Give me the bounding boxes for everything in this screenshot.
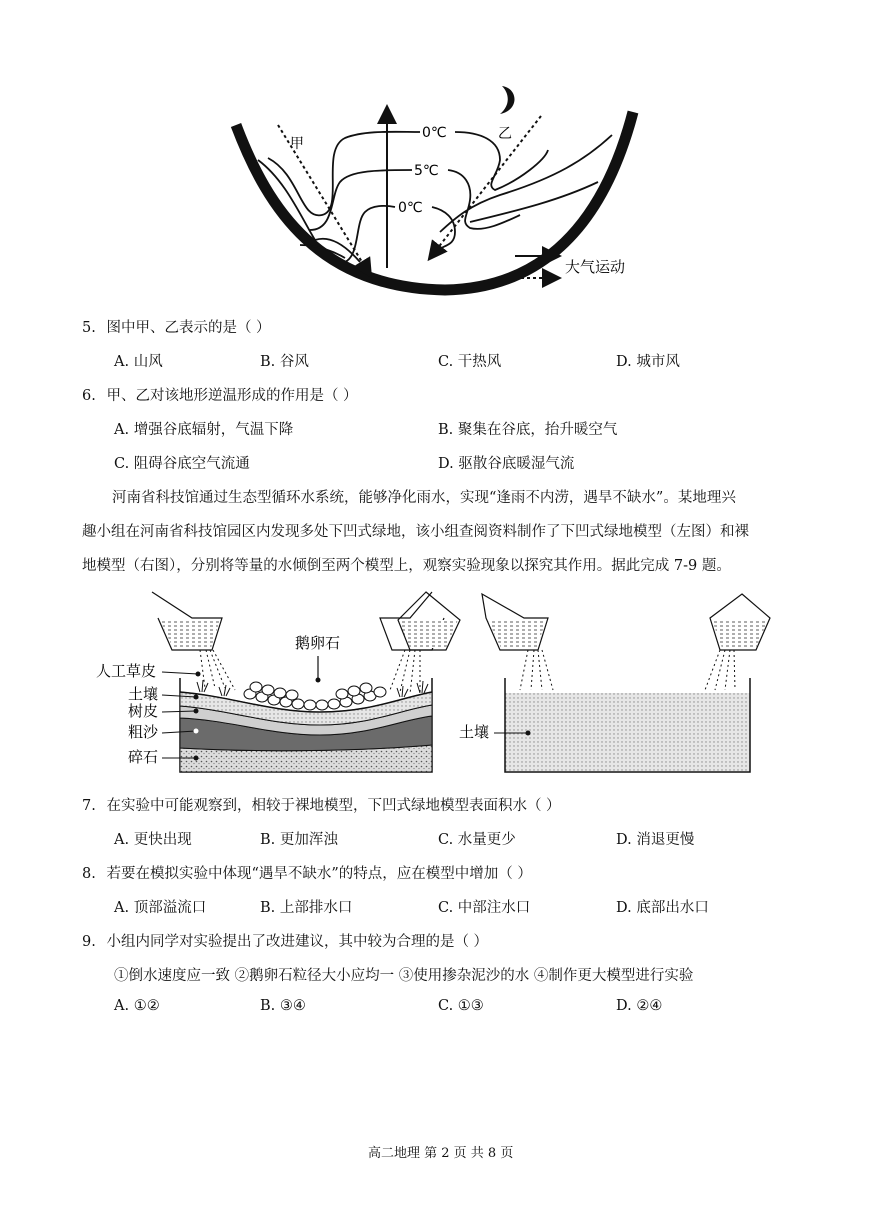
question-8 (82, 862, 532, 883)
soil-label: 土壤 (128, 685, 159, 703)
passage-line-2: 趣小组在河南省科技馆园区内发现多处下凹式绿地，该小组查阅资料制作了下凹式绿地模型（左图）和裸 (82, 524, 749, 540)
option: D. 底部出水口 (616, 900, 709, 916)
passage-line-1: 河南省科技馆通过生态型循环水系统，能够净化雨水，实现“逢雨不内涝，遇旱不缺水”。某地理兴 (112, 490, 736, 506)
option: C. 水量更少 (438, 832, 516, 848)
passage-line-3: 地模型（右图），分别将等量的水倾倒至两个模型上，观察实验现象以探究其作用。据此完成 7-9 题。 (82, 558, 731, 574)
question-text: 小组内同学对实验提出了改进建议，其中较为合理的是（ ） (106, 934, 489, 950)
option: D. 城市风 (616, 354, 680, 370)
option: C. 中部注水口 (438, 900, 531, 916)
question-text: 在实验中可能观察到，相较于裸地模型，下凹式绿地模型表面积水（ ） (106, 798, 561, 814)
gravel-label: 碎石 (128, 748, 159, 766)
question-number: 7. (82, 798, 96, 814)
sand-label: 粗沙 (128, 723, 159, 741)
option: A. 山风 (114, 354, 163, 370)
label-yi: 乙 (498, 126, 512, 142)
pebbles-label: 鹅卵石 (295, 634, 341, 652)
valley-diagram (220, 78, 660, 303)
bark-label: 树皮 (128, 702, 159, 720)
question-text: 图中甲、乙表示的是（ ） (106, 320, 271, 336)
question-number: 5. (82, 320, 96, 336)
option: B. 聚集在谷底，抬升暖空气 (438, 422, 618, 438)
option: B. ③④ (260, 998, 306, 1014)
option: D. 消退更慢 (616, 832, 695, 848)
option: A. ①② (114, 998, 160, 1014)
option: A. 增强谷底辐射，气温下降 (114, 422, 294, 438)
option: D. ②④ (616, 998, 663, 1014)
question-7 (82, 794, 561, 815)
question-9 (82, 930, 488, 951)
option: B. 上部排水口 (260, 900, 353, 916)
isotherm-mid-label: 5℃ (414, 163, 439, 179)
question-text: 若要在模拟实验中体现“遇旱不缺水”的特点，应在模型中增加（ ） (106, 866, 532, 882)
option: D. 驱散谷底暖湿气流 (438, 456, 575, 472)
question-number: 6. (82, 388, 96, 404)
question-5 (82, 316, 271, 337)
isotherm-low-label: 0℃ (398, 200, 423, 216)
option: B. 更加浑浊 (260, 832, 338, 848)
question-6 (82, 384, 358, 405)
question-text: 甲、乙对该地形逆温形成的作用是（ ） (106, 388, 358, 404)
question-number: 8. (82, 866, 96, 882)
soil-right-label: 土壤 (459, 723, 490, 741)
option: C. 干热风 (438, 354, 502, 370)
label-jia: 甲 (290, 136, 304, 152)
model-diagrams (90, 586, 790, 776)
turf-label: 人工草皮 (96, 662, 157, 680)
legend-label: 大气运动 (565, 258, 626, 276)
option: C. ①③ (438, 998, 484, 1014)
option: B. 谷风 (260, 354, 309, 370)
option: C. 阻碍谷底空气流通 (114, 456, 250, 472)
page-footer: 高二地理 第 2 页 共 8 页 (368, 1146, 514, 1161)
option: A. 更快出现 (114, 832, 192, 848)
statements: ①倒水速度应一致 ②鹅卵石粒径大小应均一 ③使用掺杂泥沙的水 ④制作更大模型进行实验 (114, 968, 694, 984)
option: A. 顶部溢流口 (114, 900, 207, 916)
isotherm-top-label: 0℃ (422, 125, 447, 141)
question-number: 9. (82, 934, 96, 950)
